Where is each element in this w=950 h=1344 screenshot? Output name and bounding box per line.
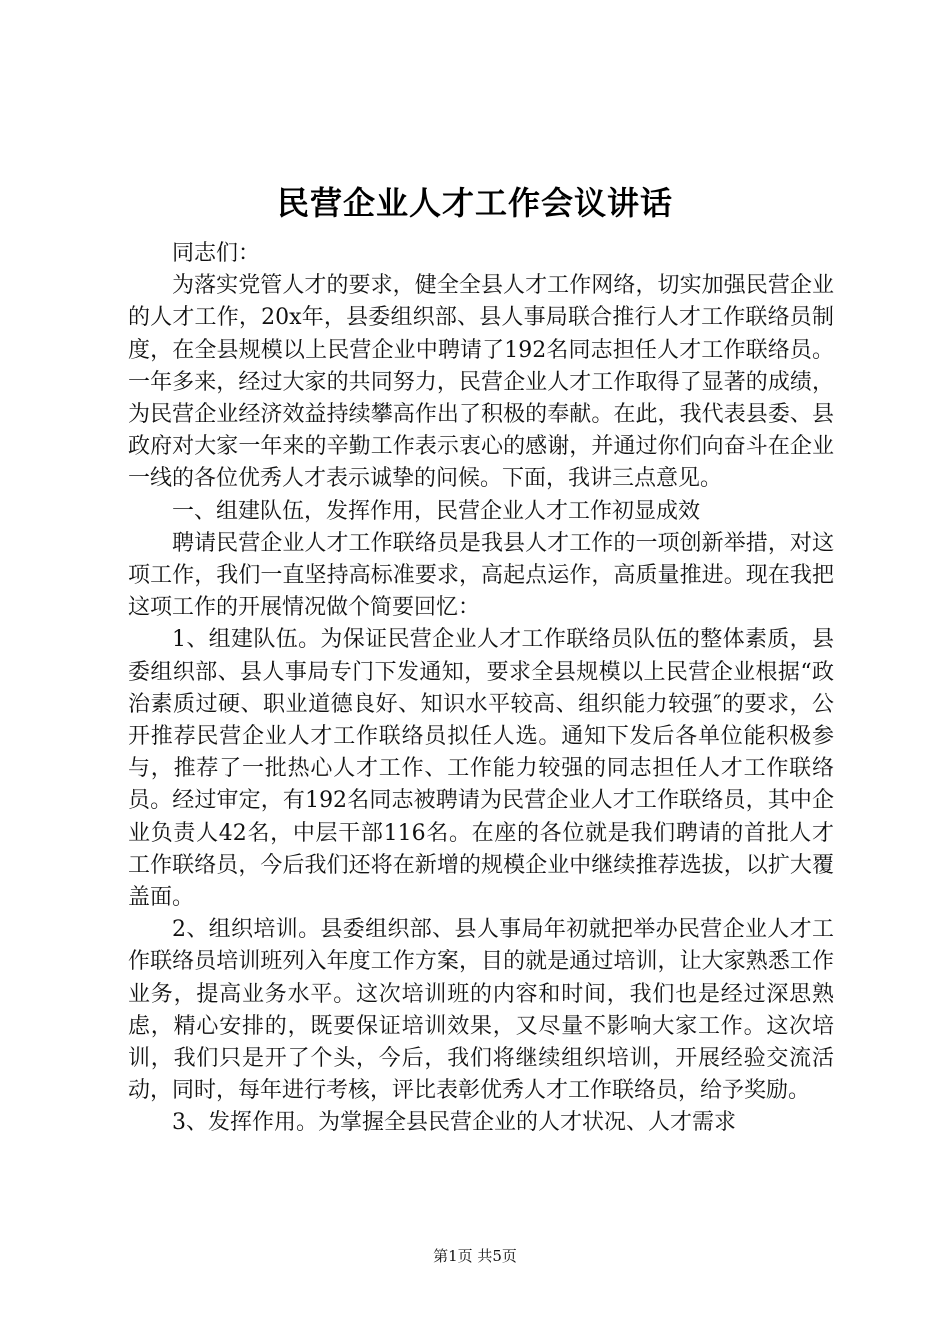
item-2-paragraph: 2、组织培训。县委组织部、县人事局年初就把举办民营企业人才工作联络员培训班列入年度工作方案，目的就是通过培训，让大家熟悉工作业务，提高业务水平。这次培训班的内容和时间，我们也是经过深思熟虑，精心安排的，既要保证培训效果，又尽量不影响大家工作。这次培训，我们只是开了个头，今后，我们将继续组织培训，开展经验交流活动，同时，每年进行考核，评比表彰优秀人才工作联络员，给予奖励。	[128, 917, 834, 1104]
item-1-paragraph: 1、组建队伍。为保证民营企业人才工作联络员队伍的整体素质，县委组织部、县人事局专门下发通知，要求全县规模以上民营企业根据“政治素质过硬、职业道德良好、知识水平较高、组织能力较强″的要求，公开推荐民营企业人才工作联络员拟任人选。通知下发后各单位能积极参与，推荐了一批热心人才工作、工作能力较强的同志担任人才工作联络员。经过审定，有192名同志被聘请为民营企业人才工作联络员，其中企业负责人42名，中层干部116名。在座的各位就是我们聘请的首批人才工作联络员，今后我们还将在新增的规模企业中继续推荐选拔，以扩大覆盖面。	[128, 627, 834, 911]
section-heading-1: 一、组建队伍，发挥作用，民营企业人才工作初显成效	[172, 498, 701, 524]
page-number-footer: 第1页 共5页	[433, 1247, 517, 1265]
document-body	[128, 238, 834, 1140]
salutation-paragraph: 同志们：	[172, 241, 261, 266]
section-1-paragraph: 聘请民营企业人才工作联络员是我县人才工作的一项创新举措，对这项工作，我们一直坚持高标准要求，高起点运作，高质量推进。现在我把这项工作的开展情况做个简要回忆：	[128, 530, 834, 621]
document-title: 民营企业人才工作会议讲话	[276, 184, 673, 222]
item-3-paragraph: 3、发挥作用。为掌握全县民营企业的人才状况、人才需求	[172, 1110, 736, 1136]
intro-paragraph: 为落实党管人才的要求，健全全县人才工作网络，切实加强民营企业的人才工作，20x年，县委组织部、县人事局联合推行人才工作联络员制度，在全县规模以上民营企业中聘请了192名同志担任人才工作联络员。一年多来，经过大家的共同努力，民营企业人才工作取得了显著的成绩，为民营企业经济效益持续攀高作出了积极的奉献。在此，我代表县委、县政府对大家一年来的辛勤工作表示衷心的感谢，并通过你们向奋斗在企业一线的各位优秀人才表示诚挚的问候。下面，我讲三点意见。	[128, 273, 834, 492]
